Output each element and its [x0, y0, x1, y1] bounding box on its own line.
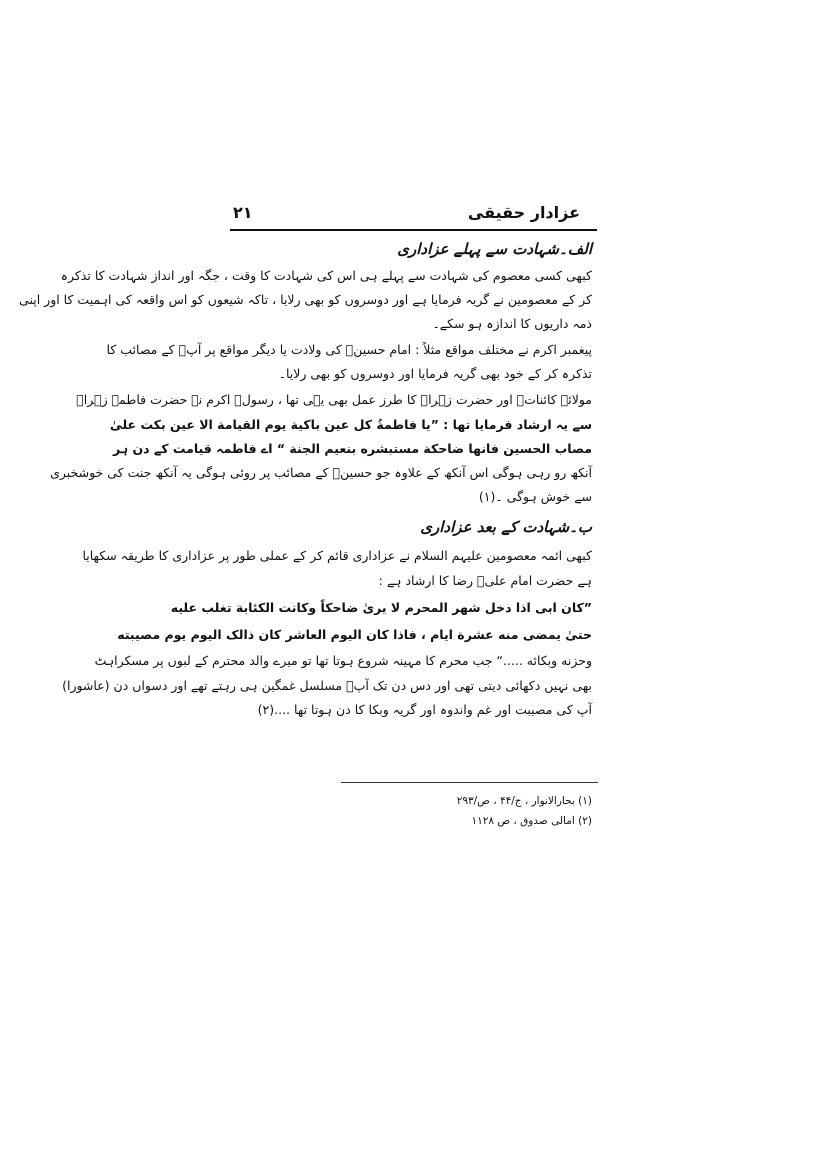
paragraph-line: پیغمبر اکرم نے مختلف مواقع مثلاً : امام حسینؑ کی ولادت یا دیگر مواقع پر آپؑ کے مصائب کا: [106, 342, 592, 357]
paragraph-line: مولائے کائناتؑ اور حضرت زہراؑ کا طرز عمل بھی یہی تھا ، رسولؐ اکرم نے حضرت فاطمہ زہراؑ: [76, 392, 592, 407]
paragraph-line: سے خوش ہوگی ۔(۱): [478, 489, 592, 504]
footnote-rule: [341, 782, 598, 783]
paragraph-line: کر کے معصومین نے گریہ فرمایا ہے اور دوسروں کو بھی رلایا ، تاکہ شیعوں کو اس واقعہ کی اہمیت کا اور اپنی: [19, 292, 592, 307]
page-number: ۲۱: [233, 203, 253, 222]
section-heading-b: ب۔شہادت کے بعد عزاداری: [420, 518, 592, 536]
paragraph-line: کبھی ائمہ معصومین علیہم السلام نے عزاداری قائم کر کے عملی طور پر عزاداری کا طریقہ سکھایا: [82, 548, 592, 563]
paragraph-line: مصاب الحسین فانها ضاحکة مستبشره بنعیم الجنة “ اے فاطمہ قیامت کے دن ہر: [113, 441, 592, 456]
paragraph-line: ذمہ داریوں کا اندازہ ہو سکے۔: [432, 316, 592, 331]
running-header-title: عزادار حقیقی: [467, 203, 580, 222]
paragraph-line: ”کان ابی اذا دخل شهر المحرم لا یریٰ ضاحکاً وکانت الکئابة تغلب علیه: [170, 600, 592, 615]
paragraph-line: سے یہ ارشاد فرمایا تھا : ”یا فاطمةُ کل عین باکیة یوم القیامة الا عین بکت علیٰ: [109, 417, 592, 432]
paragraph-line: ہے حضرت امام علیؑ رضا کا ارشاد ہے :: [378, 573, 592, 588]
paragraph-line: کبھی کسی معصوم کی شہادت سے پہلے ہی اس کی شہادت کا وقت ، جگہ اور انداز شہادت کا تذکرہ: [60, 268, 592, 283]
footnote: (۱) بحارالانوار ، ج/۴۴ ، ص/۲۹۳: [456, 795, 592, 807]
footnote: (۲) امالی صدوق ، ص ۱۱۲۸: [471, 815, 592, 827]
section-heading-a: الف۔شہادت سے پہلے عزاداری: [397, 240, 592, 258]
paragraph-line: وحزنه وبکائه .....“ جب محرم کا مہینہ شروع ہوتا تھا تو میرے والد محترم کے لبوں پر مسکراہٹ: [94, 653, 592, 668]
paragraph-line: حتیٰ یمضی منه عشرة ایام ، فاذا کان الیوم العاشر کان ذالک الیوم یوم مصیبته: [117, 627, 592, 642]
paragraph-line: تذکرہ کر کے خود بھی گریہ فرمایا اور دوسروں کو بھی رلایا۔: [278, 366, 592, 381]
paragraph-line: بھی نہیں دکھائی دیتی تھی اور دس دن تک آپؑ مسلسل غمگین ہی رہتے تھے اور دسواں دن (عاشورا): [62, 678, 592, 693]
paragraph-line: آپ کی مصیبت اور غم واندوہ اور گریہ وبکا کا دن ہوتا تھا ....(۲): [257, 702, 592, 717]
header-rule: [230, 229, 597, 231]
paragraph-line: آنکھ رو رہی ہوگی اس آنکھ کے علاوہ جو حسینؑ کے مصائب پر روئی ہوگی یہ آنکھ جنت کی خوشخبری: [50, 465, 592, 480]
